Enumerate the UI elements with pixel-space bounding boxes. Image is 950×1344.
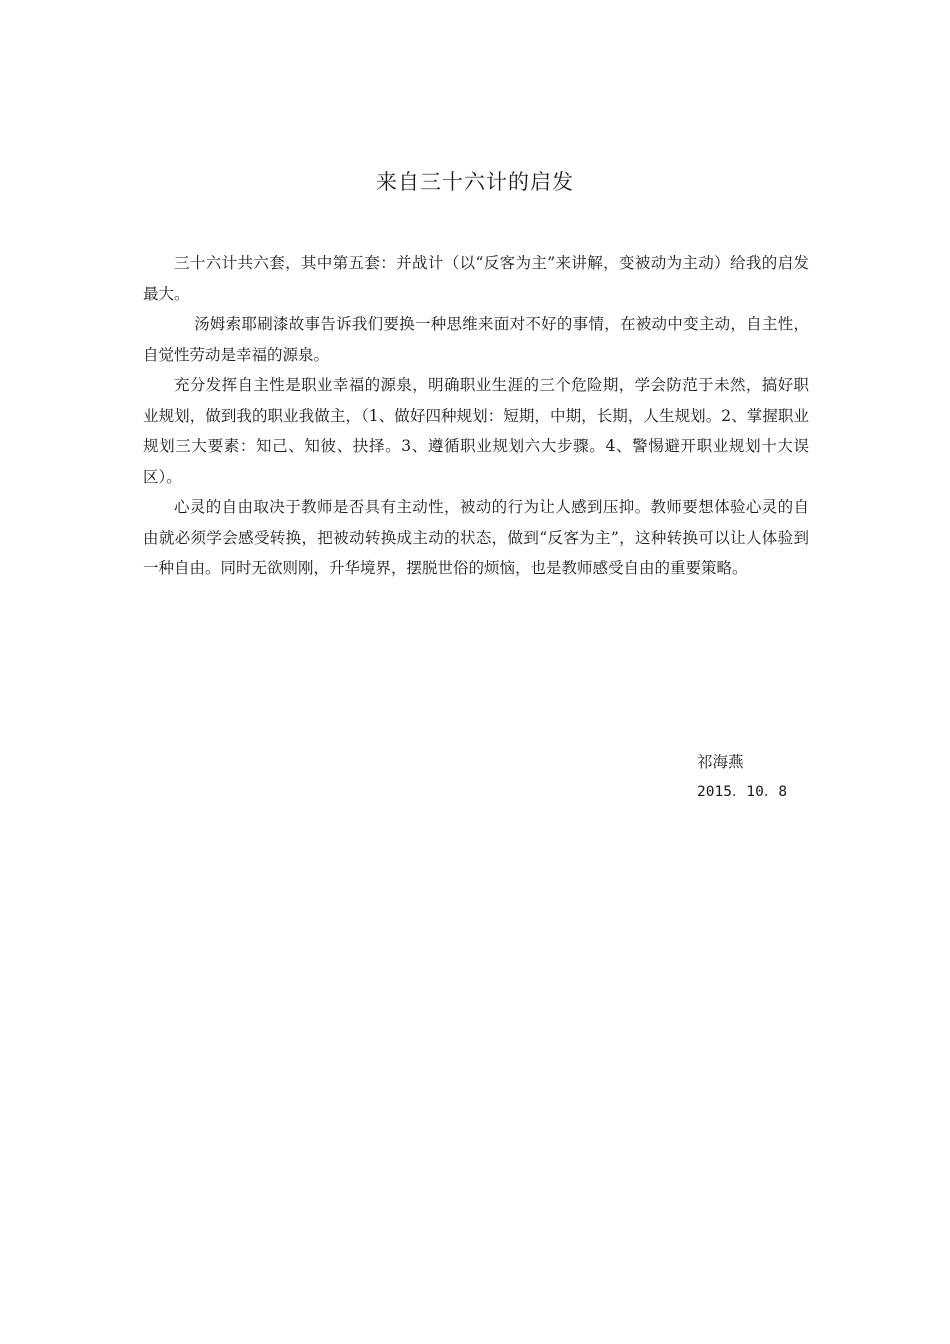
paragraph-2: 汤姆索耶刷漆故事告诉我们要换一种思维来面对不好的事情，在被动中变主动，自主性，自觉性劳动是幸福的源泉。	[143, 315, 809, 364]
signature-date: 2015．10．8	[697, 784, 788, 800]
paragraph-3: 充分发挥自主性是职业幸福的源泉，明确职业生涯的三个危险期，学会防范于未然，搞好职业规划，做到我的职业我做主，（1、做好四种规划：短期，中期，长期，人生规划。2、掌握职业规划三大要素：知己、知彼、抉择。3、遵循职业规划六大步骤。4、警惕避开职业规划十大误区）。	[143, 376, 809, 486]
signature-block	[697, 747, 787, 807]
paragraph-1: 三十六计共六套，其中第五套：并战计（以“反客为主”来讲解，变被动为主动）给我的启发最大。	[143, 254, 809, 303]
document-body	[143, 248, 809, 584]
author-name: 祁海燕	[697, 753, 744, 771]
document-title: 来自三十六计的启发	[376, 170, 574, 194]
paragraph-4: 心灵的自由取决于教师是否具有主动性，被动的行为让人感到压抑。教师要想体验心灵的自由就必须学会感受转换，把被动转换成主动的状态，做到“反客为主”，这种转换可以让人体验到一种自由。同时无欲则刚，升华境界，摆脱世俗的烦恼，也是教师感受自由的重要策略。	[143, 498, 809, 577]
